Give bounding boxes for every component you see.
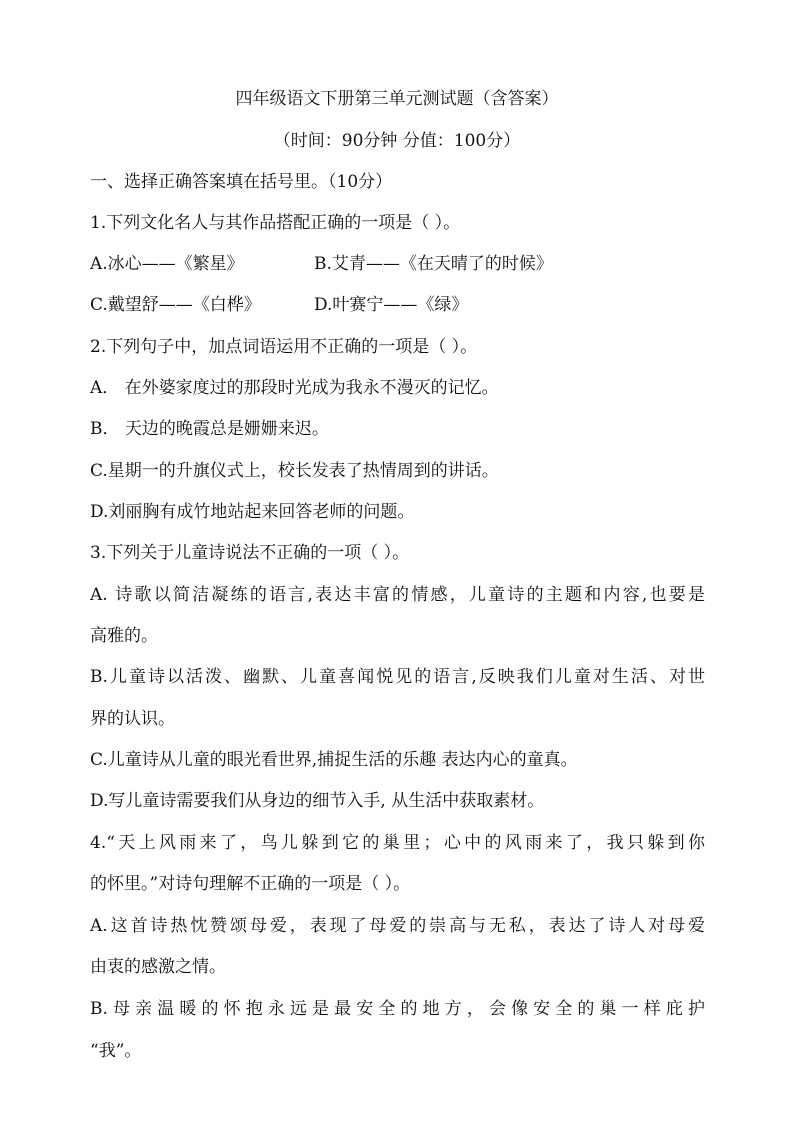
q2-stem: 2.下列句子中，加点词语运用不正确的一项是（ ）。 <box>90 337 478 357</box>
q1-option-c: C.戴望舒——《白桦》 <box>90 295 261 315</box>
q4-option-a-line2: 由衷的感激之情。 <box>90 957 226 977</box>
section-heading: 一、选择正确答案填在括号里。（10分） <box>90 172 393 192</box>
q1-option-b: B.艾青——《在天晴了的时候》 <box>314 254 553 274</box>
q4-option-b-line1: B.母亲温暖的怀抱永远是最安全的地方，会像安全的巢一样庇护 <box>90 999 705 1019</box>
q4-stem-line1: 4.“天上风雨来了，鸟儿躲到它的巢里；心中的风雨来了，我只躲到你 <box>90 833 705 853</box>
q3-stem: 3.下列关于儿童诗说法不正确的一项（ ）。 <box>90 543 410 563</box>
q2-option-d: D.刘丽胸有成竹地站起来回答老师的问题。 <box>90 502 415 522</box>
q3-option-a-line2: 高雅的。 <box>90 626 158 646</box>
q1-option-a: A.冰心——《繁星》 <box>90 254 244 274</box>
q3-option-c: C.儿童诗从儿童的眼光看世界,捕捉生活的乐趣 表达内心的童真。 <box>90 750 578 770</box>
q1-stem: 1.下列文化名人与其作品搭配正确的一项是（ ）。 <box>90 213 461 233</box>
q4-stem-line2: 的怀里。”对诗句理解不正确的一项是（ ）。 <box>90 874 411 894</box>
doc-title: 四年级语文下册第三单元测试题（含答案） <box>235 89 559 109</box>
q2-option-b: B． 天边的晚霞总是姗姗来迟。 <box>90 419 329 439</box>
q3-option-b-line1: B.儿童诗以活泼、幽默、儿童喜闻悦见的语言,反映我们儿童对生活、对世 <box>90 667 705 687</box>
q2-option-a: A． 在外婆家度过的那段时光成为我永不漫灭的记忆。 <box>90 378 499 398</box>
q3-option-d: D.写儿童诗需要我们从身边的细节入手, 从生活中获取素材。 <box>90 791 545 811</box>
doc-subtitle: （时间：90分钟 分值：100分） <box>273 131 521 151</box>
q1-option-d: D.叶赛宁——《绿》 <box>314 295 469 315</box>
q3-option-b-line2: 界的认识。 <box>90 709 175 729</box>
q4-option-a-line1: A.这首诗热忱赞颂母爱，表现了母爱的崇高与无私，表达了诗人对母爱 <box>90 916 705 936</box>
q4-option-b-line2: “我”。 <box>90 1041 142 1061</box>
q2-option-c: C.星期一的升旗仪式上，校长发表了热情周到的讲话。 <box>90 461 499 481</box>
q3-option-a-line1: A. 诗歌以简洁凝练的语言,表达丰富的情感，儿童诗的主题和内容,也要是 <box>90 585 705 605</box>
